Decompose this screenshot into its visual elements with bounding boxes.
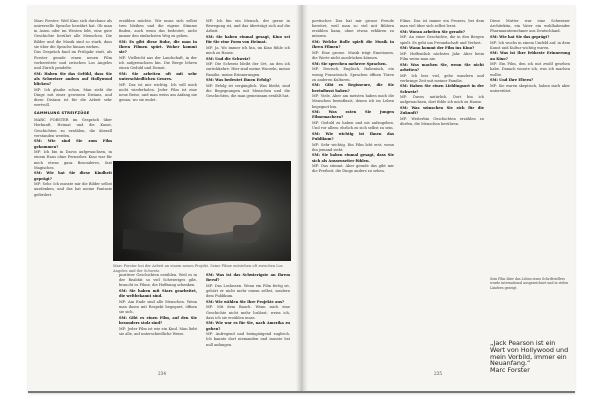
- interview-question: SM: Wann kommt der Film ins Kino?: [400, 46, 475, 51]
- paragraph: Diese Mutter war eine Schweizer Architektin, ein Vater ein wohlhabender Pharmaunternehmer aus Deutschland.: [490, 19, 570, 34]
- paragraph: Das Gespräch fand im Frühjahr statt, als Forster gerade einen neuen Film vorbereitete und zwischen Los Angeles und Zürich pendelte.: [34, 50, 112, 70]
- right-text-column-1: [312, 19, 394, 369]
- section-heading: SAMMLUNG STREIFZÜGE: [34, 111, 90, 116]
- interview-question: SM: Und die Schweiz?: [206, 56, 251, 61]
- paragraph: Marc Forster: Weil Kino sich durchaus als universelle Sprache bewährt hat. Ob man in Asien oder im Westen lebt, eine gute Geschichte berührt alle Menschen. Die Bilder und die Musik sind so stark, dass sie über die Sprache hinaus wirken.: [34, 19, 112, 49]
- interview-question: SM: Wie sind Sie zum Film gekommen?: [34, 139, 112, 149]
- paragraph: MF: Am Ende sind alle Menschen. Wenn man ihnen mit Respekt begegnet, öffnen sie sich.: [119, 299, 197, 315]
- interview-question: SM: Was raten Sie jungen Filmemachern?: [312, 110, 394, 120]
- right-caption: Sein Film über das Leben eines Schriftstellers wurde international ausgezeichnet und in vielen Ländern gezeigt.: [490, 277, 569, 290]
- interview-question: SM: Gibt es einen Film, auf den Sie besonders stolz sind?: [119, 315, 197, 325]
- interview-question: SM: Und Ihre Eltern?: [490, 78, 534, 83]
- interview-question: SM: Wie war es für Sie, nach Amerika zu gehen?: [206, 321, 290, 331]
- paragraph: MF: Das ist mir wichtig. Ich will mich nicht wiederholen. Jeder Film ist eine neue Reise, und man weiss am Anfang nie genau, wo sie endet.: [119, 82, 197, 103]
- right-text-column-3: [490, 19, 570, 269]
- interview-question: SM: Es gibt diese Ruhe, die man in Ihren Filmen spürt. Woher kommt sie?: [119, 40, 197, 55]
- interview-question: SM: Wie wichtig ist Ihnen das Publikum?: [312, 131, 394, 141]
- interview-question: SM: Wie hat Sie das geprägt?: [490, 34, 550, 39]
- photo-cup-shape: [233, 225, 259, 243]
- interview-question: SM: Sie haben mit Stars gearbeitet, die weltbekannt sind.: [119, 288, 197, 299]
- paragraph: MF: Erfolg ist vergänglich. Was bleibt, sind die Begegnungen mit Menschen und die Geschichten, die man gemeinsam erzählt hat.: [206, 83, 290, 99]
- paragraph: MF: An einer Geschichte, die in den Bergen spielt. Es geht um Freundschaft und Verlust.: [400, 35, 484, 45]
- article-photo: [113, 161, 291, 261]
- photo-paper-shape: [122, 229, 183, 253]
- paragraph: MF: Ich bin in Davos aufgewachsen, in einem Haus ohne Fernseher. Kino war für mich etwas ganz Besonderes, fast Magisches.: [34, 150, 112, 170]
- paragraph: MF: Sehr. Ich musste mir die Bilder selbst ausdenken, und das hat meine Fantasie gefördert.: [34, 182, 112, 197]
- left-text-column-2-bottom: [119, 273, 197, 369]
- paragraph: MF: Mit dem Bauch. Wenn mich eine Geschichte nicht mehr loslässt, weiss ich, dass ich sie erzählen muss.: [206, 305, 290, 320]
- left-text-column-1: [34, 19, 112, 369]
- photo-caption: Marc Forster bei der Arbeit an einem neuen Projekt. Seine Filme entstehen oft zwischen Los Angeles und der Schweiz.: [113, 264, 283, 274]
- left-text-column-3: [206, 19, 290, 157]
- interview-question: SM: Wie wählen Sie Ihre Projekte aus?: [206, 299, 285, 304]
- paragraph: MF: Deutsch, Englisch, Italienisch, ein wenig Französisch. Sprachen öffnen Türen zu anderen Kulturen.: [312, 67, 394, 82]
- interview-question: SM: Was ist das Schwierigste an Ihrem Beruf?: [206, 273, 290, 283]
- paragraph: MF: Jeder Film ist wie ein Kind. Man liebt sie alle, auf unterschiedliche Weise.: [119, 326, 197, 336]
- paragraph: MF: Das stimmt. Aber gerade das gibt mir die Freiheit, die Dinge anders zu sehen.: [312, 164, 394, 174]
- interview-question: SM: Haben Sie einen Lieblingsort in der Schweiz?: [400, 84, 484, 94]
- paragraph: MF: Hoffentlich nächstes Jahr. Aber beim Film weiss man nie.: [400, 51, 484, 62]
- paragraph: MF: Geduld zu haben und nie aufzugeben. Und vor allem: ehrlich zu sich selbst zu sein.: [312, 120, 394, 131]
- paragraph: MF: Ja. Wo immer ich bin, im Kino fühle ich mich zu Hause.: [206, 45, 290, 55]
- paragraph: erzählen möchte. Wir muss sich selbst treu bleiben und die eigene Stimme finden, auch wenn das bedeutet, nicht immer den einfachsten Weg zu gehen.: [119, 19, 197, 39]
- left-page: [28, 5, 299, 391]
- interview-question: SM: Was bedeutet Ihnen Erfolg?: [206, 78, 272, 83]
- pull-quote: [490, 340, 572, 374]
- paragraph: MF: Das Loslassen. Wenn ein Film fertig ist, gehört er nicht mehr einem selbst, sondern dem Publikum.: [206, 283, 290, 299]
- interview-question: SM: Sie sprechen mehrere Sprachen.: [312, 61, 387, 66]
- paragraph: MF: Sie waren skeptisch, haben mich aber unterstützt.: [490, 83, 570, 94]
- paragraph: MF: Eine grosse. Musik trägt Emotionen, die Worte nicht ausdrücken können.: [312, 50, 394, 61]
- paragraph: Filme. Das ist immer ein Prozess, bei dem man viel über sich selbst lernt.: [400, 19, 484, 29]
- paragraph: MF: Ein Film, den ich mit zwölf gesehen habe. Danach wusste ich, was ich machen wollte.: [490, 62, 570, 77]
- interview-question: SM: Was machen Sie, wenn Sie nicht arbeiten?: [400, 62, 484, 72]
- right-page: [304, 5, 575, 391]
- paragraph: MF: Ich glaube schon. Man sieht die Dinge mit einer gewissen Distanz, und diese Distanz ist für die Arbeit sehr wertvoll.: [34, 87, 112, 107]
- paragraph: positiver Geschichten erzählen. Weil es in der Realität so viel Schwieriges gibt, braucht es Filme, die Hoffnung schenken.: [119, 273, 197, 288]
- paragraph: MF: Sehr wichtig. Ein Film lebt erst, wenn ihn jemand sieht.: [312, 142, 394, 152]
- paragraph: poetischer. Das hat mir grosse Freude bereitet, weil man so viel mit Bildern erzählen kann, ohne etwas erklären zu müssen.: [312, 19, 394, 39]
- paragraph: MF: Viele. Aber am meisten haben mich die Menschen beeinflusst, denen ich im Leben begegnet bin.: [312, 94, 394, 109]
- paragraph: MF: Ich bin ein Mensch, der gerne in Bewegung ist, und das überträgt sich auf die Arbeit.: [206, 19, 290, 34]
- interview-question: SM: Woran arbeiten Sie gerade?: [400, 29, 465, 34]
- paragraph: MF: Die Schweiz bleibt der Ort, an den ich zurückkehre. Hier sind meine Wurzeln, meine Familie, meine Erinnerungen.: [206, 62, 290, 77]
- interview-question: SM: Welche Rolle spielt die Musik in Ihren Filmen?: [312, 40, 394, 50]
- interview-question: SM: Wie hat Sie diese Kindheit geprägt?: [34, 171, 112, 181]
- interview-question: SM: Sie haben einmal gesagt, Kino sei für Sie eine Form von Heimat.: [206, 34, 290, 45]
- paragraph: MF: Ich wuchs in einem Umfeld auf, in dem Kunst und Kultur wichtig waren.: [490, 40, 570, 50]
- interview-question: SM: Haben Sie das Gefühl, dass Sie als Schweizer anders auf Hollywood blicken?: [34, 71, 112, 86]
- left-text-column-3-bottom: [206, 273, 290, 369]
- paragraph: MF: Ich lese viel, gehe wandern und verbringe Zeit mit meiner Familie.: [400, 73, 484, 83]
- right-text-column-2: [400, 19, 484, 369]
- interview-question: SM: Was wünschen Sie sich für die Zukunft?: [400, 106, 484, 116]
- paragraph: MARC FORSTER im Gespräch über Herkunft, Heimat und die Kunst, Geschichten zu erzählen, die überall verstanden werden.: [34, 118, 112, 138]
- page-number-left: 234: [158, 371, 166, 376]
- pull-quote-author: Marc Forster: [490, 366, 530, 375]
- paragraph: MF: Davos natürlich. Dort bin ich aufgewachsen, dort fühle ich mich zu Hause.: [400, 95, 484, 105]
- interview-question: SM: Sie arbeiten oft mit sehr unterschiedlichen Genres.: [119, 72, 197, 82]
- interview-question: SM: Gibt es Regisseure, die Sie beeinflusst haben?: [312, 83, 394, 93]
- paragraph: MF: Weiterhin Geschichten erzählen zu dürfen, die Menschen berühren.: [400, 116, 484, 126]
- paragraph: MF: Vielleicht aus der Landschaft, in der ich aufgewachsen bin. Die Berge lehren einen Geduld und Demut.: [119, 56, 197, 71]
- page-number-right: 235: [434, 371, 442, 376]
- paragraph: MF: Aufregend und beängstigend zugleich. Ich kannte dort niemanden und musste bei null anfangen.: [206, 332, 290, 347]
- left-text-column-2: [119, 19, 197, 157]
- interview-question: SM: Sie haben einmal gesagt, dass Sie sich als Aussenseiter fühlen.: [312, 153, 394, 163]
- pull-quote-text: „Jack Pearson ist ein Wert von Hollywood und mein Vorbild, immer ein Neuanfang.“: [490, 339, 569, 368]
- interview-question: SM: Was ist Ihre früheste Erinnerung an Kino?: [490, 51, 570, 61]
- book-spread: [28, 5, 575, 393]
